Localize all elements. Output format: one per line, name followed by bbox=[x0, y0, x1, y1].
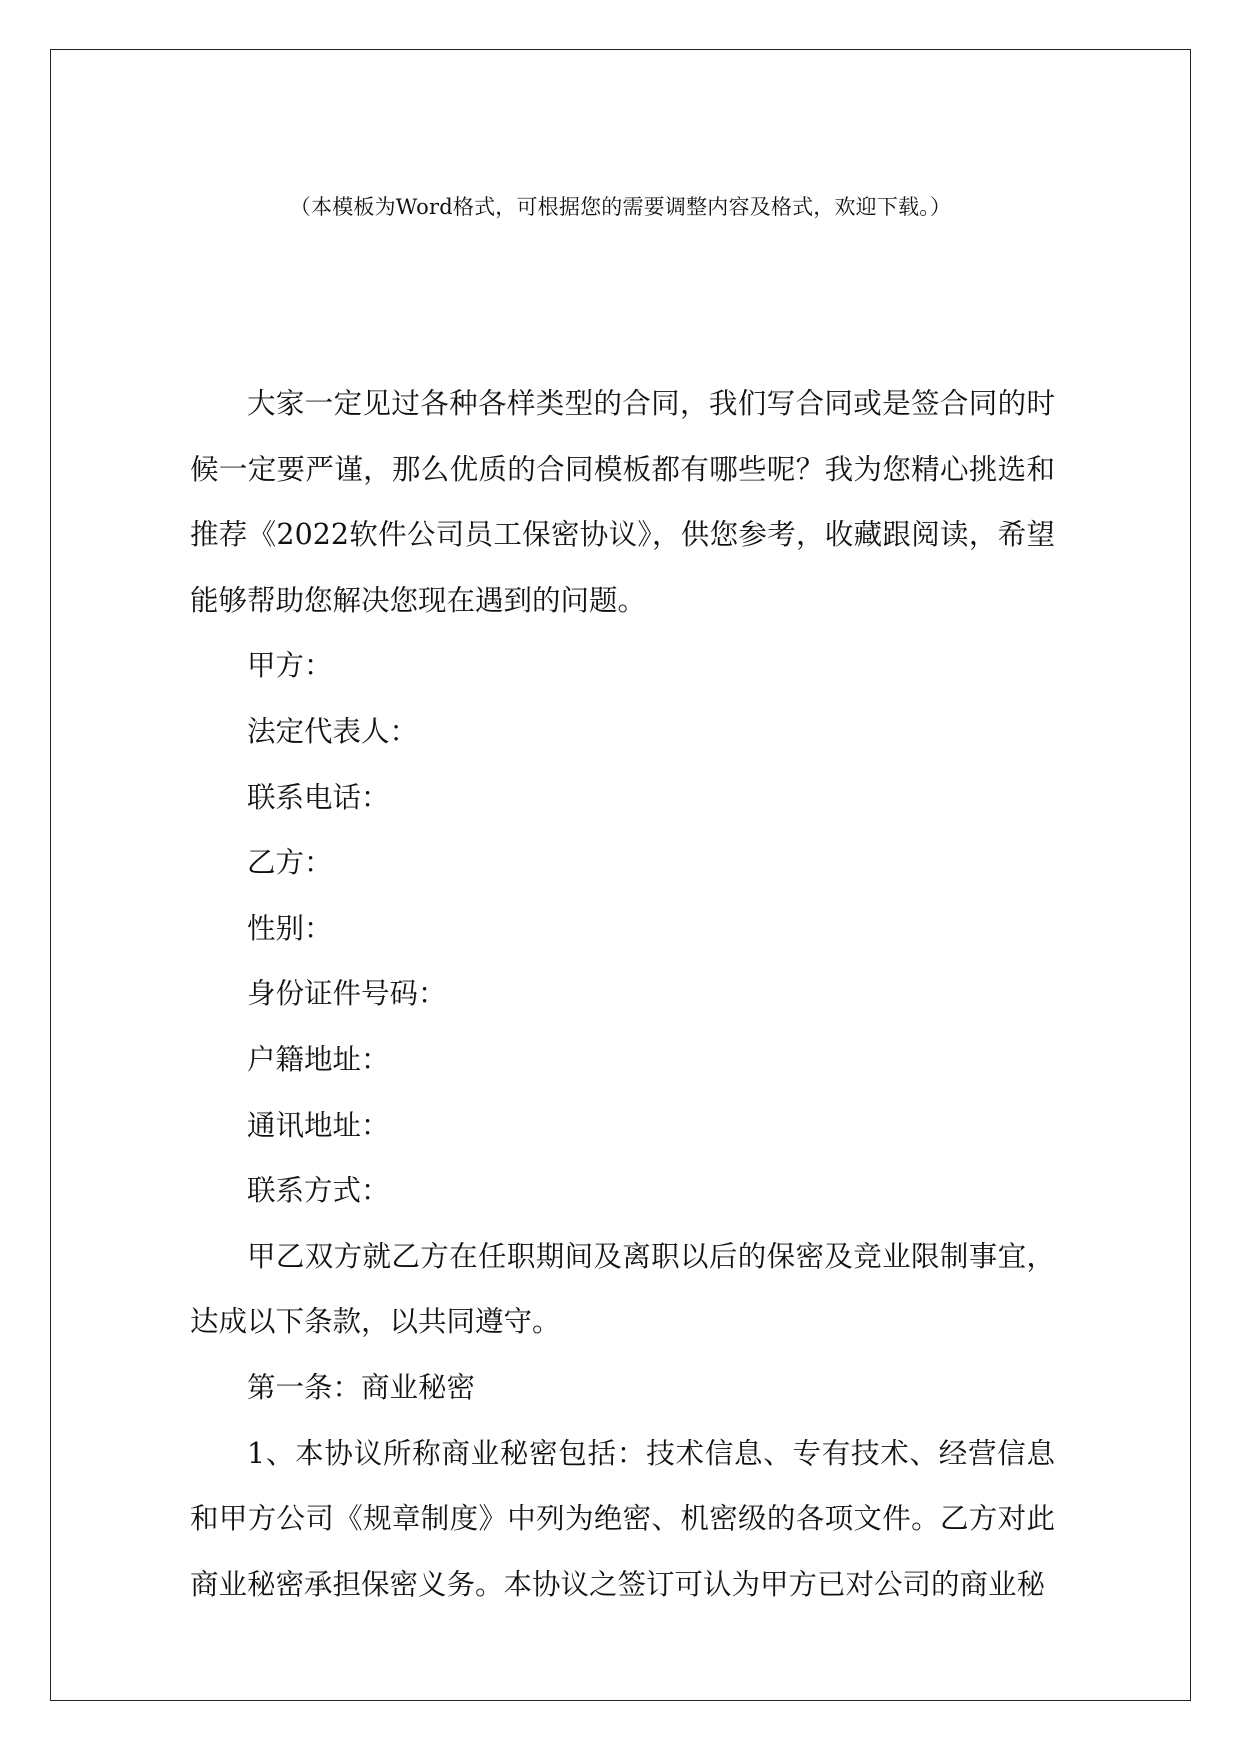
document-body bbox=[190, 371, 1055, 1617]
field-gender: 性别： bbox=[247, 911, 333, 945]
field-phone: 联系电话： bbox=[247, 780, 390, 814]
field-mailing-address: 通讯地址： bbox=[247, 1108, 390, 1142]
field-party-b: 乙方： bbox=[247, 846, 333, 880]
intro-paragraph: 大家一定见过各种各样类型的合同，我们写合同或是签合同的时候一定要严谨，那么优质的合同模板都有哪些呢？我为您精心挑选和推荐《2022软件公司员工保密协议》，供您参考，收藏跟阅读，希望能够帮助您解决您现在遇到的问题。 bbox=[190, 387, 1055, 617]
article-1-clause-1: 1、本协议所称商业秘密包括：技术信息、专有技术、经营信息和甲方公司《规章制度》中列为绝密、机密级的各项文件。乙方对此商业秘密承担保密义务。本协议之签订可认为甲方已对公司的商业秘 bbox=[190, 1436, 1055, 1601]
template-note: （本模板为Word格式，可根据您的需要调整内容及格式，欢迎下载。） bbox=[289, 195, 952, 219]
field-party-a: 甲方： bbox=[247, 649, 333, 683]
field-contact: 联系方式： bbox=[247, 1174, 390, 1208]
article-1-title: 第一条：商业秘密 bbox=[247, 1370, 476, 1404]
field-household-address: 户籍地址： bbox=[247, 1042, 390, 1076]
field-legal-representative: 法定代表人： bbox=[247, 714, 419, 748]
field-id-number: 身份证件号码： bbox=[247, 977, 447, 1011]
agreement-intro-paragraph: 甲乙双方就乙方在任职期间及离职以后的保密及竞业限制事宜，达成以下条款，以共同遵守。 bbox=[190, 1239, 1055, 1339]
